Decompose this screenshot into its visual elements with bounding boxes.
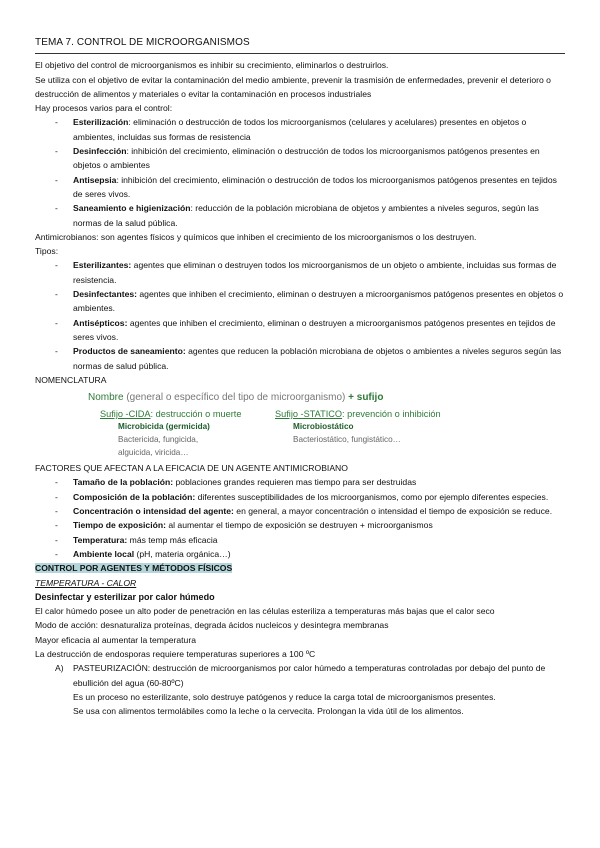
intro-line: Se utiliza con el objetivo de evitar la contaminación del medio ambiente, prevenir la trasmisión de enfermedades, prevenir el deterioro o destrucción de alimentos y materiales o evitar la contaminación en procesos industriales bbox=[35, 74, 551, 99]
subheading: Desinfectar y esterilizar por calor húmedo bbox=[35, 591, 215, 602]
text-line: El calor húmedo posee un alto poder de penetración en las células esteriliza a temperaturas más bajas que el calor seco bbox=[35, 606, 495, 617]
list-item: - Composición de la población: diferentes susceptibilidades de los microorganismos, como por ejemplo diferentes especies. bbox=[73, 490, 565, 504]
types-list bbox=[35, 258, 565, 372]
list-item: - Antisepsia: inhibición del crecimiento, eliminación o destrucción de todos los microorganismos patógenos presentes en tejidos de seres vivos. bbox=[73, 173, 565, 202]
section-heading: CONTROL POR AGENTES Y MÉTODOS FÍSICOS bbox=[35, 563, 233, 574]
static-column: Sufijo -STATICO: prevención o inhibición Microbiostático Bacteriostático, fungistático… bbox=[275, 409, 441, 445]
nomenclature-figure bbox=[35, 389, 565, 458]
antimicrobial-definition: Antimicrobianos: son agentes físicos y químicos que inhiben el crecimiento de los microorganismos o los destruyen. bbox=[35, 231, 477, 242]
list-item: - Esterilizantes: agentes que eliminan o destruyen todos los microorganismos de un objeto o ambiente, incluidas sus formas de resistencia. bbox=[73, 258, 565, 287]
factors-heading: FACTORES QUE AFECTAN A LA EFICACIA DE UN AGENTE ANTIMICROBIANO bbox=[35, 463, 348, 474]
list-item: - Tiempo de exposición: al aumentar el tiempo de exposición se destruyen + microorganismos bbox=[73, 518, 565, 532]
intro-line: Hay procesos varios para el control: bbox=[35, 103, 173, 114]
list-item: - Productos de saneamiento: agentes que reducen la población microbiana de objetos o ambientes a niveles seguros según las normas de salud pública. bbox=[73, 344, 565, 373]
nomenclature-formula: Nombre (general o específico del tipo de microorganismo) + sufijo bbox=[88, 392, 384, 404]
text-line: Modo de acción: desnaturaliza proteínas, degrada ácidos nucleicos y desintegra membranas bbox=[35, 620, 389, 631]
nomenclature-heading: NOMENCLATURA bbox=[35, 374, 107, 385]
list-item: A) PASTEURIZACIÓN: destrucción de microorganismos por calor húmedo a temperaturas controladas por debajo del punto de ebullición del agua (60-80ºC) Es un proceso no esterilizante, solo destruye patógenos y reduce la carga total de microorganismos presentes. Se usa con alimentos termolábiles como la leche o la cervecita. Prolongan la vida útil de los alimentos. bbox=[55, 663, 546, 717]
list-item: - Temperatura: más temp más eficacia bbox=[73, 533, 565, 547]
list-item: - Ambiente local (pH, materia orgánica…) bbox=[73, 547, 565, 561]
text-line: Mayor eficacia al aumentar la temperatura bbox=[35, 634, 196, 645]
process-list bbox=[35, 115, 565, 229]
page-title: TEMA 7. CONTROL DE MICROORGANISMOS bbox=[35, 36, 565, 54]
list-item: - Concentración o intensidad del agente: en general, a mayor concentración o intensidad el tiempo de exposición se reduce. bbox=[73, 504, 565, 518]
list-item: - Desinfección: inhibición del crecimiento, eliminación o destrucción de todos los microorganismos patógenos presentes en objetos o ambientes bbox=[73, 144, 565, 173]
list-item: - Desinfectantes: agentes que inhiben el crecimiento, eliminan o destruyen a microorganismos patógenos presentes en objetos o ambientes. bbox=[73, 287, 565, 316]
list-item: - Antisépticos: agentes que inhiben el crecimiento, eliminan o destruyen a microorganismos patógenos presentes en tejidos de seres vivos. bbox=[73, 316, 565, 345]
list-item: - Saneamiento e higienización: reducción de la población microbiana de objetos y ambientes a niveles seguros, según las normas de la salud pública. bbox=[73, 201, 565, 230]
intro-line: El objetivo del control de microorganismos es inhibir su crecimiento, eliminarlos o destruirlos. bbox=[35, 60, 389, 71]
document-page bbox=[35, 36, 565, 718]
methods-list bbox=[35, 661, 565, 718]
types-label: Tipos: bbox=[35, 246, 59, 257]
text-line: La destrucción de endosporas requiere temperaturas superiores a 100 ºC bbox=[35, 648, 316, 659]
list-item: - Esterilización: eliminación o destrucción de todos los microorganismos (celulares y acelulares) presentes en objetos o ambientes, incluidas sus formas de resistencia bbox=[73, 115, 565, 144]
list-item: - Tamaño de la población: poblaciones grandes requieren mas tiempo para ser destruidas bbox=[73, 475, 565, 489]
subsection-heading: TEMPERATURA - CALOR bbox=[35, 577, 137, 588]
cida-column: Sufijo -CIDA: destrucción o muerte Microbicida (germicida) Bactericida, fungicida, alguicida, viricida… bbox=[100, 409, 242, 458]
factors-list bbox=[35, 475, 565, 561]
